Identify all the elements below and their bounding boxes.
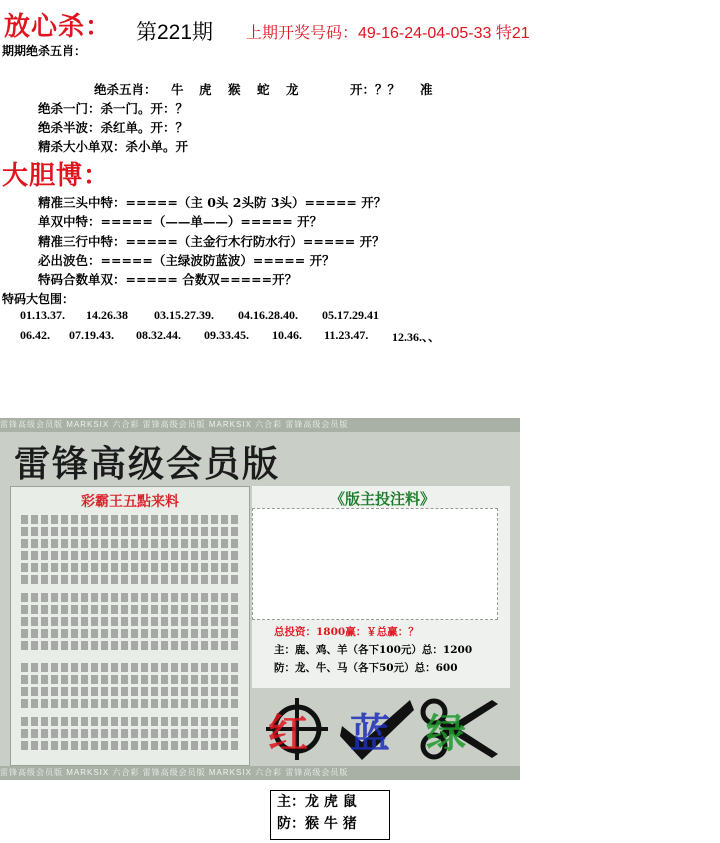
section-title-bold: 大胆博： [2,161,111,191]
kill-five-item: 牛 [171,82,184,97]
blurred-text-block [21,515,239,587]
kill-row: 绝杀一门：杀一门。开：？ [38,101,189,116]
member-poster [0,418,520,780]
package-number: 08.32.44. [136,328,181,342]
issue-number: 第221期 [136,21,214,44]
summary-main: 主：龙 虎 鼠 [277,794,357,810]
last-draw-numbers: 上期开奖号码：49-16-24-04-05-33 特21 [246,25,530,42]
package-number: 05.17.29.41 [322,308,379,322]
package-number: 01.13.37. [20,308,65,322]
kill-row: 绝杀半波：杀红单。开：？ [38,120,189,135]
kill-row: 精杀大小单双：杀小单。开 [38,139,189,154]
color-red-label: 红 [268,710,308,757]
package-number: 10.46. [272,328,302,342]
kill-five-item: 龙 [286,82,299,97]
subtitle: 期期绝杀五肖： [2,44,87,58]
blurred-text-block [21,663,239,711]
package-number: 12.36.、、 [392,330,441,344]
color-blue-label: 蓝 [350,710,390,757]
package-number: 11.23.47. [324,328,369,342]
empty-note-box [252,508,498,620]
stake-line: 总投资：1800赢：￥总赢：？ [274,626,419,638]
package-number: 09.33.45. [204,328,249,342]
color-green-label: 绿 [426,710,466,757]
bold-row: 精准三行中特：=====（主金行木行防水行）===== 开？ [38,234,385,249]
kill-five-item: 蛇 [257,82,270,97]
kill-five-item: 猴 [228,82,241,97]
package-label: 特码大包围： [2,292,75,306]
blurred-text-block [21,717,239,753]
bold-row: 必出波色：=====（主绿波防蓝波）===== 开？ [38,253,335,268]
kill-five-open: 开：？？ [350,82,401,97]
poster-watermark-strip: 雷锋高级会员版 MARKSIX 六合彩 雷锋高级会员版 MARKSIX 六合彩 雷锋高级会员版 [0,766,520,780]
kill-five-label: 绝杀五肖： [94,82,157,97]
section-title-kill: 放心杀： [4,12,113,42]
package-number: 14.26.38 [86,308,128,322]
summary-box [270,790,390,840]
blurred-text-block [21,593,239,653]
bold-row: 特码合数单双：===== 合数双=====开？ [38,272,298,287]
package-number: 07.19.43. [69,328,114,342]
right-panel-title: 《版主投注料》 [330,490,436,508]
package-number: 03.15.27.39. [154,308,214,322]
package-number: 04.16.28.40. [238,308,298,322]
left-panel [10,486,250,766]
summary-back: 防：猴 牛 猪 [277,816,357,832]
left-panel-title: 彩霸王五點来料 [81,494,179,510]
package-number: 06.42. [20,328,50,342]
right-panel [252,486,510,688]
main-bet-line: 主：鹿、鸡、羊（各下100元）总：1200 [274,644,473,656]
kill-five-accurate: 准 [420,82,433,97]
kill-five-item: 虎 [199,82,212,97]
poster-watermark-strip: 雷锋高级会员版 MARKSIX 六合彩 雷锋高级会员版 MARKSIX 六合彩 雷锋高级会员版 [0,418,520,432]
bold-row: 单双中特：=====（——单——）===== 开？ [38,214,323,229]
poster-title: 雷锋高级会员版 [14,443,281,485]
bold-row: 精准三头中特：=====（主 0头 2头防 3头）===== 开？ [38,195,387,210]
back-bet-line: 防：龙、牛、马（各下50元）总：600 [274,662,458,674]
